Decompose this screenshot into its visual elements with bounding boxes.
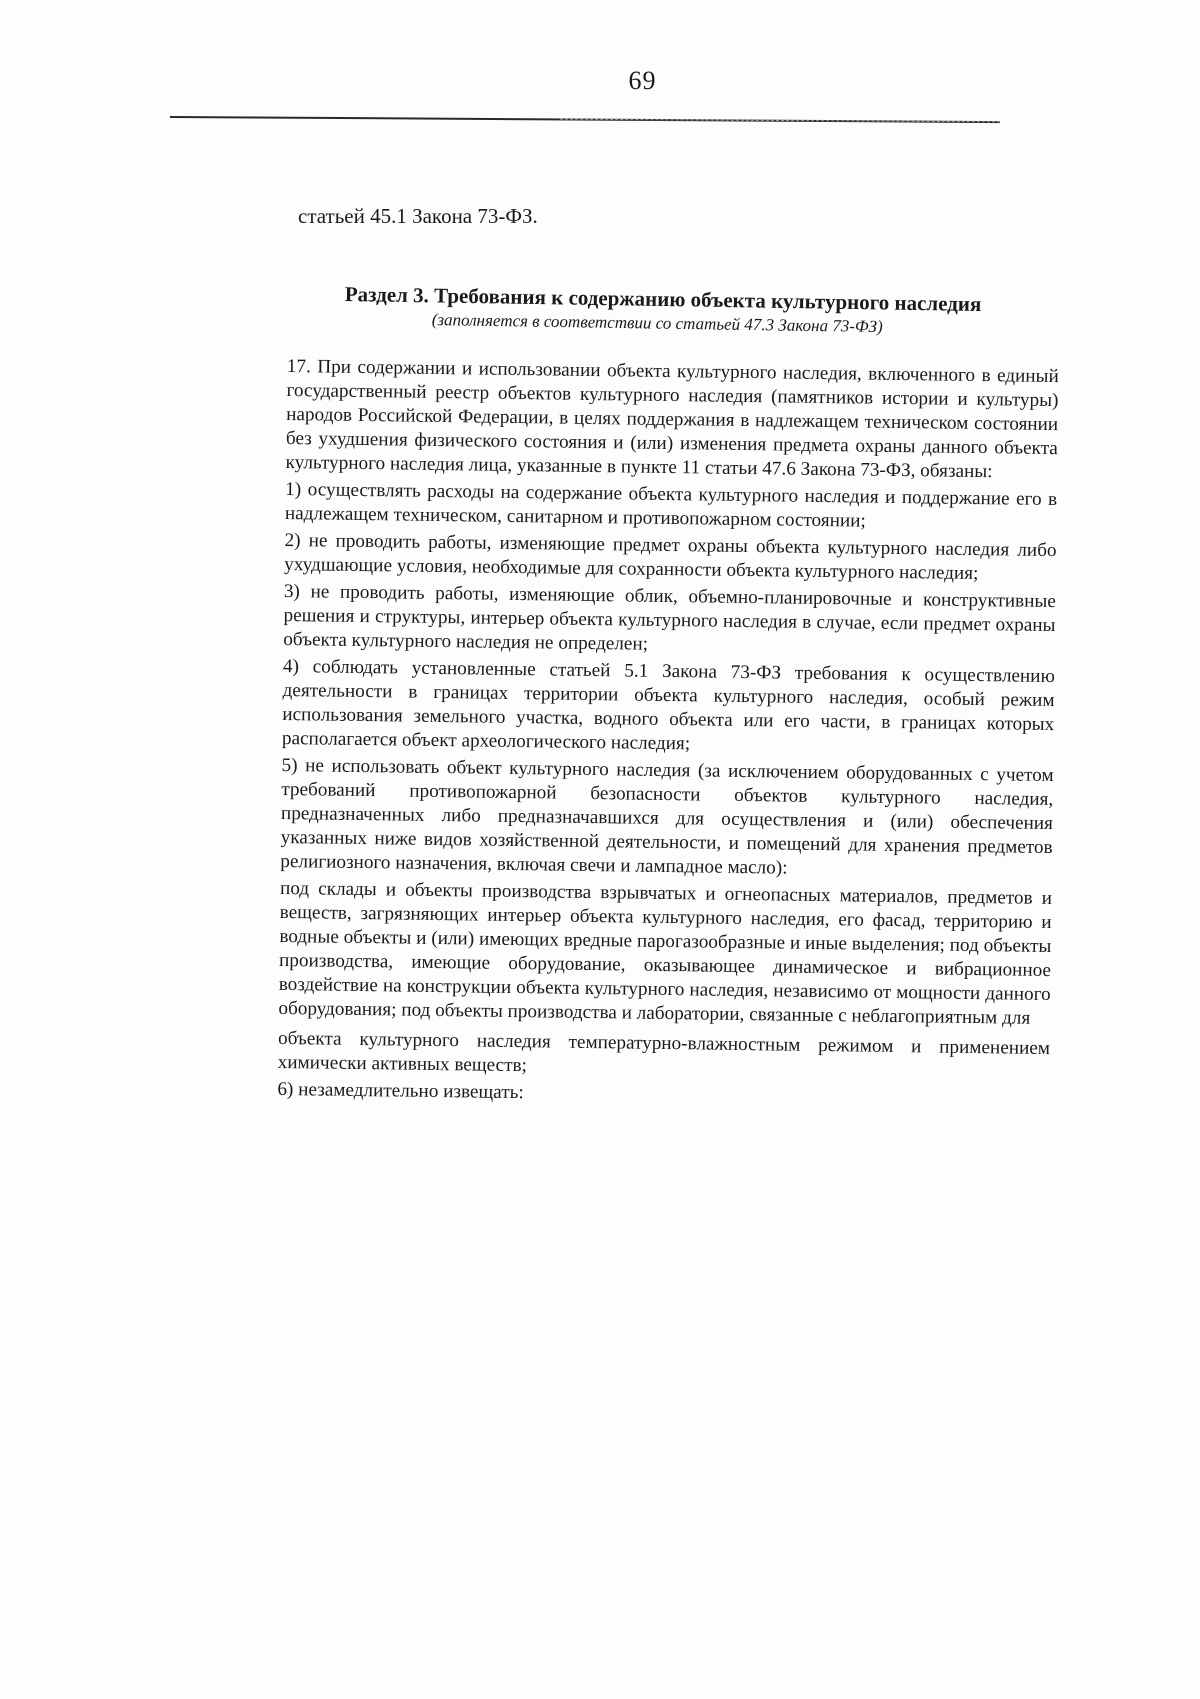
list-item-1: 1) осуществлять расходы на содержание объекта культурного наследия и поддержание его в надлежащем техническом, санитарном и противопожарном состоянии; [284, 478, 1058, 532]
list-item-3: 3) не проводить работы, изменяющие облик, объемно-планировочные и конструктивные решения и структуры, интерьер объекта культурного наследия в случае, если предмет охраны объекта культурного наследия не определен; [283, 580, 1056, 655]
section-subtitle: (заполняется в соответствии со статьей 47.3 Закона 73-ФЗ) [431, 310, 883, 337]
section-title: Раздел 3. Требования к содержанию объекта культурного наследия [344, 282, 982, 316]
list-item-5: 5) не использовать объект культурного наследия (за исключением оборудованных с учетом требований противопожарной безопасности объектов культурного наследия, предназначенных либо предназначавшихся для осуществления и (или) обеспечения указанных ниже видов хозяйственной деятельности, и помещений для хранения предметов религиозного назначения, включая свечи и лампадное масло): [280, 754, 1054, 879]
list-item-2: 2) не проводить работы, изменяющие предмет охраны объекта культурного наследия либо ухудшающие условия, необходимые для сохранности объекта культурного наследия; [284, 529, 1057, 585]
list-item-6: 6) незамедлительно извещать: [277, 1078, 524, 1104]
page-number: 69 [628, 66, 657, 95]
list-item-4: 4) соблюдать установленные статьей 5.1 Закона 73-ФЗ требования к осуществлению деятельности в границах территории объекта культурного наследия, особый режим использования земельного участка, водного объекта или его части, в границах которых располагается объект археологического наследия; [281, 655, 1055, 755]
list-item-5-continuation: объекта культурного наследия температурно-влажностным режимом и применением химически активных веществ; [277, 1027, 1051, 1077]
continuation-text: статьей 45.1 Закона 73-ФЗ. [298, 204, 538, 228]
body-text [277, 355, 1059, 1115]
paragraph-17: 17. При содержании и использовании объекта культурного наследия, включенного в единый государственный реестр объектов культурного наследия (памятников истории и культуры) народов Российской Федерации, в целях поддержания в надлежащем техническом состоянии без ухудшения физического состояния и (или) изменения предмета охраны данного объекта культурного наследия лица, указанные в пункте 11 статьи 47.6 Закона 73-ФЗ, обязаны: [285, 355, 1059, 483]
list-item-5-detail: под склады и объекты производства взрывчатых и огнеопасных материалов, предметов и веществ, загрязняющих интерьер объекта культурного наследия, его фасад, территорию и водные объекты и (или) имеющих вредные парогазообразные и иные выделения; под объекты производства, имеющие оборудование, оказывающее динамическое и вибрационное воздействие на конструкции объекта культурного наследия, независимо от мощности данного оборудования; под объекты производства и лаборатории, связанные с неблагоприятным для [278, 877, 1053, 1029]
